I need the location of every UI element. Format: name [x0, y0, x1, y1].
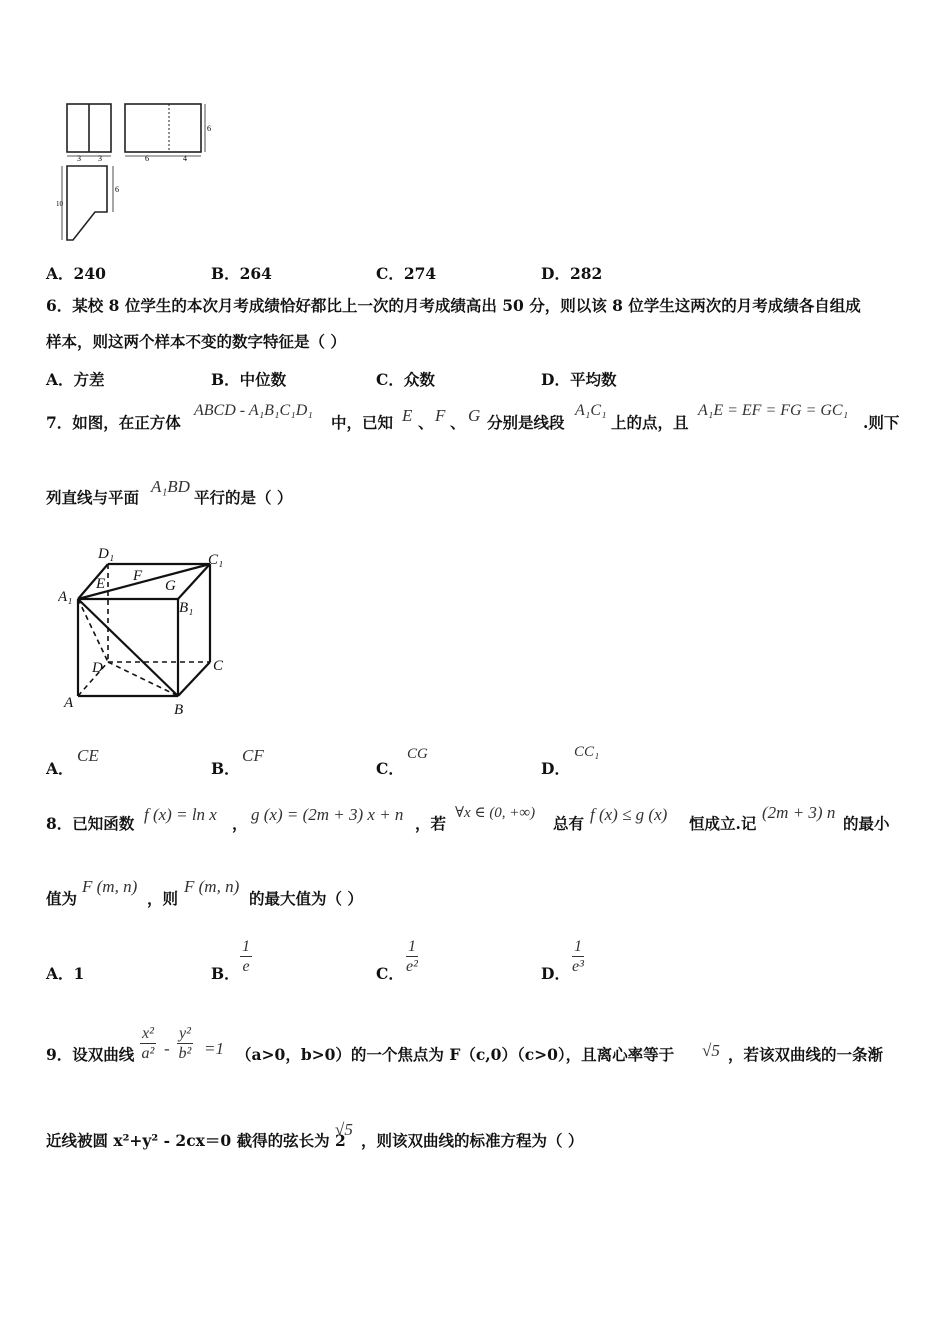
vertex-label-b1: B₁	[179, 600, 194, 616]
q8-f-def: f (x) = ln x	[144, 805, 217, 824]
q6-option-b[interactable]: B．中位数	[211, 370, 287, 389]
q9-minus: -	[164, 1039, 170, 1058]
q7-segment: A₁C₁	[575, 402, 607, 419]
q9-condition: （a>0，b>0）的一个焦点为 F（c,0）（c>0），且离心率等于	[236, 1045, 675, 1064]
vertex-label-d1: D₁	[98, 546, 115, 562]
q8-option-a[interactable]: A．1	[46, 964, 85, 983]
q7-point-g: G	[468, 406, 481, 425]
q7-stem-line2a: 列直线与平面	[46, 488, 140, 507]
q9-sqrt5: √5	[702, 1041, 720, 1060]
q7-option-a[interactable]: A．	[46, 759, 74, 778]
q6-option-d[interactable]: D．平均数	[541, 370, 617, 389]
q9-sqrt5-b: √5	[335, 1120, 353, 1139]
q5-option-b[interactable]: B．264	[211, 264, 272, 283]
q9-fraction-x: $\frac{\text{x²}}{\text{a²}}$	[141, 1025, 155, 1063]
vertex-label-e: E	[96, 576, 106, 592]
vertex-label-a1: A₁	[58, 589, 73, 605]
q7-text-1: 7．如图，在正方体	[46, 413, 181, 432]
q7-equality: A₁E = EF = FG = GC₁	[698, 402, 849, 419]
q8-expr: (2m + 3) n	[762, 803, 836, 822]
q7-text-4: 上的点，且	[611, 413, 689, 432]
vertex-label-c1: C₁	[208, 552, 224, 568]
front-width-label-1: 3	[77, 154, 81, 163]
q7-option-c-value: CG	[407, 746, 428, 762]
q9-equals-one: =1	[204, 1039, 224, 1058]
q7-option-b[interactable]: B．	[211, 759, 240, 778]
vertex-label-d: D	[92, 660, 103, 676]
q8-option-b-fraction: $\frac{1}{e}$	[242, 938, 250, 976]
vertex-label-g: G	[165, 578, 176, 594]
q8-text-5: 的最小	[843, 814, 890, 833]
q7-option-d[interactable]: D．	[541, 759, 570, 778]
vertex-label-c: C	[213, 658, 224, 674]
q5-option-d[interactable]: D．282	[541, 264, 603, 283]
q7-sep-1: 、	[418, 413, 434, 432]
q7-text-3: 分别是线段	[487, 413, 565, 432]
q6-option-c[interactable]: C．众数	[376, 370, 435, 389]
q7-option-a-value: CE	[77, 746, 99, 765]
cube-figure	[58, 544, 233, 719]
q6-stem-line1: 6．某校 8 位学生的本次月考成绩恰好都比上一次的月考成绩高出 50 分，则以该 8 位学生这两次的月考成绩各自组成	[46, 296, 861, 315]
q7-text-2: 中，已知	[331, 413, 394, 432]
q8-stem-line2b: ，则	[147, 889, 179, 908]
q7-cube-name: ABCD - A₁B₁C₁D₁	[194, 402, 313, 419]
q9-text-2: ，若该双曲线的一条渐	[728, 1045, 884, 1064]
q6-stem-line2: 样本，则这两个样本不变的数字特征是（ ）	[46, 332, 346, 351]
q7-plane: A₁BD	[151, 477, 190, 496]
q7-point-e: E	[402, 406, 413, 425]
q8-option-d-fraction: $\frac{1}{\text{e³}}$	[572, 938, 584, 976]
q8-option-d[interactable]: D．	[541, 964, 570, 983]
side-width-label-1: 6	[145, 154, 149, 163]
q8-text-3: 总有	[553, 814, 585, 833]
top-height-label-2: 10	[56, 200, 63, 208]
q9-fraction-y: $\frac{\text{y²}}{\text{b²}}$	[178, 1025, 192, 1063]
q7-stem-line2b: 平行的是（ ）	[194, 488, 293, 507]
three-view-figure	[55, 100, 225, 250]
q8-comma: ，	[232, 814, 248, 833]
q8-option-b[interactable]: B．	[211, 964, 240, 983]
q7-option-d-value: CC₁	[574, 744, 600, 760]
q8-domain: ∀x ∈ (0, +∞)	[455, 805, 536, 821]
q8-option-c-fraction: $\frac{1}{\text{e²}}$	[406, 938, 418, 976]
q9-stem-line2a: 近线被圆 x²+y² - 2cx＝0 截得的弦长为 2	[46, 1131, 346, 1150]
q7-text-5: .则下	[863, 413, 900, 432]
side-width-label-2: 4	[183, 154, 187, 163]
q8-stem-line2a: 值为	[46, 889, 78, 908]
top-height-label-1: 6	[115, 185, 119, 194]
q8-inequality: f (x) ≤ g (x)	[590, 805, 668, 824]
side-height-label: 6	[207, 124, 211, 133]
q5-option-c[interactable]: C．274	[376, 264, 437, 283]
q8-text-2: ，若	[415, 814, 447, 833]
q8-F-mn-1: F (m, n)	[82, 877, 138, 896]
q8-g-def: g (x) = (2m + 3) x + n	[251, 805, 404, 824]
q8-option-c[interactable]: C．	[376, 964, 404, 983]
q7-option-c[interactable]: C．	[376, 759, 404, 778]
vertex-label-a: A	[64, 695, 74, 711]
q7-sep-2: 、	[450, 413, 466, 432]
front-width-label-2: 3	[98, 154, 102, 163]
vertex-label-b: B	[174, 702, 184, 718]
q9-text-1: 9．设双曲线	[46, 1045, 135, 1064]
q7-point-f: F	[435, 406, 446, 425]
q9-stem-line2b: ，则该双曲线的标准方程为（ ）	[361, 1131, 584, 1150]
q5-option-a[interactable]: A．240	[46, 264, 106, 283]
q8-stem-line2c: 的最大值为（ ）	[249, 889, 363, 908]
q8-text-4: 恒成立.记	[689, 814, 757, 833]
vertex-label-f: F	[133, 568, 143, 584]
q8-F-mn-2: F (m, n)	[184, 877, 240, 896]
q6-option-a[interactable]: A．方差	[46, 370, 105, 389]
q7-option-b-value: CF	[242, 746, 264, 765]
q8-text-1: 8．已知函数	[46, 814, 135, 833]
